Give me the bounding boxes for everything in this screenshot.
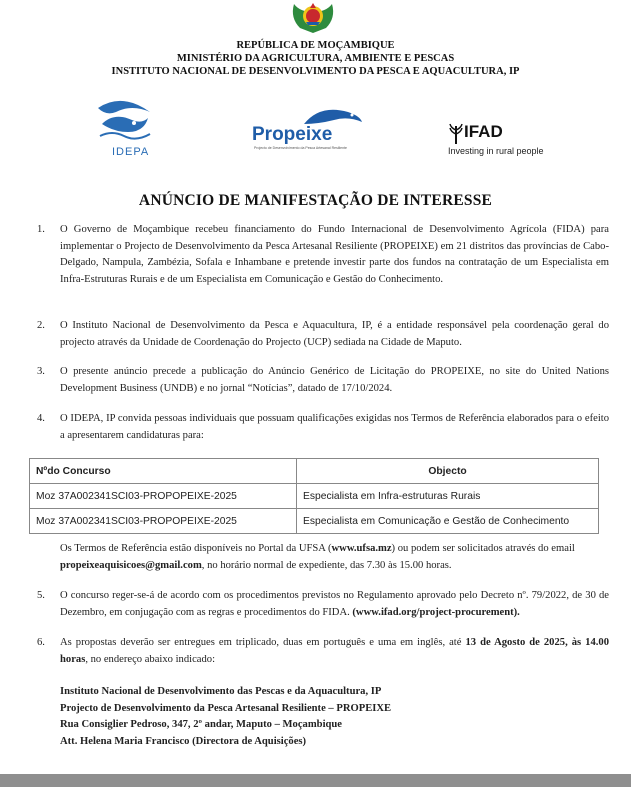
procurement-table [29, 458, 599, 534]
item-text: O IDEPA, IP convida pessoas individuais que possuam qualificações exigidas nos Termos de Referência elaborados para o efeito a apresentarem candidaturas para: [60, 413, 609, 441]
mozambique-emblem-icon [288, 0, 338, 34]
table-row [30, 484, 599, 509]
address-line: Projecto de Desenvolvimento da Pesca Artesanal Resiliente – PROPEIXE [60, 702, 392, 714]
header-institute: INSTITUTO NACIONAL DE DESENVOLVIMENTO DA PESCA E AQUACULTURA, IP [111, 66, 520, 77]
table-header-row [30, 459, 599, 484]
item-number: 3. [37, 366, 45, 377]
item-text: O Instituto Nacional de Desenvolvimento da Pesca e Aquacultura, IP, é a entidade responsável pela coordenação geral do projecto através da Unidade de Coordenação do Projecto (UCP) sediada na Cidade de Maputo. [60, 320, 609, 348]
idepa-label: IDEPA [112, 146, 150, 158]
idepa-logo [92, 98, 156, 162]
list-item-6 [37, 635, 609, 668]
table-cell: Especialista em Comunicação e Gestão de Conhecimento [297, 509, 599, 534]
item-body: , no endereço abaixo indicado: [85, 653, 216, 665]
item-body: O concurso reger-se-á de acordo com os procedimentos previstos no Regulamento aprovado pelo Decreto nº. 79/2022, de 30 de Dezembro, em conjugação com as regras e procedimentos do FIDA. [60, 590, 609, 618]
email-link[interactable]: propeixeaquisicoes@gmail.com [60, 559, 202, 571]
ifad-logo [448, 122, 558, 162]
logo-row [0, 98, 631, 164]
propeixe-subtitle: Projecto de Desenvolvimento da Pesca Artesanal Resiliente [254, 146, 347, 150]
item-number: 4. [37, 413, 45, 424]
item-text: O Governo de Moçambique recebeu financiamento do Fundo Internacional de Desenvolvimento Agrícola (FIDA) para implementar o Projecto de Desenvolvimento da Pesca Artesanal Resiliente (PROPEIXE) em 21 distritos das províncias de Cabo-Delgado, Nampula, Zambézia, Sofala e Inhambane e pretende investir parte dos fundos na contratação de um Especialista em Infra-Estruturas Rurais e de um Especialista em Comunicação e Gestão do Conhecimento. [60, 224, 609, 285]
tor-text: ) ou podem ser solicitados através do email [391, 543, 575, 554]
propeixe-logo [248, 102, 368, 160]
delivery-address [60, 684, 608, 750]
deadline: 13 de Agosto de 2025, às 14.00 horas [60, 637, 609, 665]
table-cell: Especialista em Infra-estruturas Rurais [297, 484, 599, 509]
header-ministry: MINISTÉRIO DA AGRICULTURA, AMBIENTE E PESCAS [176, 53, 455, 64]
list-item-4 [37, 411, 609, 444]
item-body: As propostas deverão ser entregues em triplicado, duas em português e uma em inglês, até [60, 637, 466, 648]
ifad-procurement-link[interactable]: (www.ifad.org/project-procurement). [352, 606, 520, 618]
address-line: Att. Helena Maria Francisco (Directora de Aquisições) [60, 735, 307, 747]
list-item-2 [37, 318, 609, 351]
table-cell: Moz 37A002341SCI03-PROPOPEIXE-2025 [30, 509, 297, 534]
item-number: 6. [37, 637, 45, 648]
bottom-scroll-edge [0, 774, 631, 787]
ifad-label: IFAD [464, 122, 503, 141]
page-title: ANÚNCIO DE MANIFESTAÇÃO DE INTERESSE [138, 192, 493, 209]
wheat-icon [448, 122, 464, 144]
list-item-3 [37, 364, 609, 397]
ifad-tagline: Investing in rural people [448, 146, 544, 156]
item-text: O presente anúncio precede a publicação do Anúncio Genérico de Licitação do PROPEIXE, no site do United Nations Development Business (UNDB) e no jornal “Notícias”, datado de 17/10/2024. [60, 366, 609, 394]
column-header-object: Objecto [297, 459, 599, 484]
table-cell: Moz 37A002341SCI03-PROPOPEIXE-2025 [30, 484, 297, 509]
item-number: 2. [37, 320, 45, 331]
table-row [30, 509, 599, 534]
ufsa-link[interactable]: www.ufsa.mz [331, 543, 392, 554]
header-republic: REPÚBLICA DE MOÇAMBIQUE [236, 40, 395, 51]
list-item-1 [37, 222, 609, 288]
tor-text: Os Termos de Referência estão disponíveis no Portal da UFSA ( [60, 543, 332, 554]
item-text [60, 588, 609, 621]
column-header-number: Nºdo Concurso [30, 459, 297, 484]
propeixe-label: Propeixe [252, 124, 333, 145]
address-line: Instituto Nacional de Desenvolvimento das Pescas e da Aquacultura, IP [60, 686, 382, 697]
item-text [60, 635, 609, 668]
tor-text: , no horário normal de expediente, das 7.30 às 15.00 horas. [201, 559, 452, 571]
terms-of-reference-paragraph [60, 541, 608, 574]
item-number: 5. [37, 590, 45, 601]
fish-icon [92, 98, 156, 146]
address-line: Rua Consiglier Pedroso, 347, 2º andar, Maputo – Moçambique [60, 719, 342, 731]
list-item-5 [37, 588, 609, 621]
item-number: 1. [37, 224, 45, 235]
